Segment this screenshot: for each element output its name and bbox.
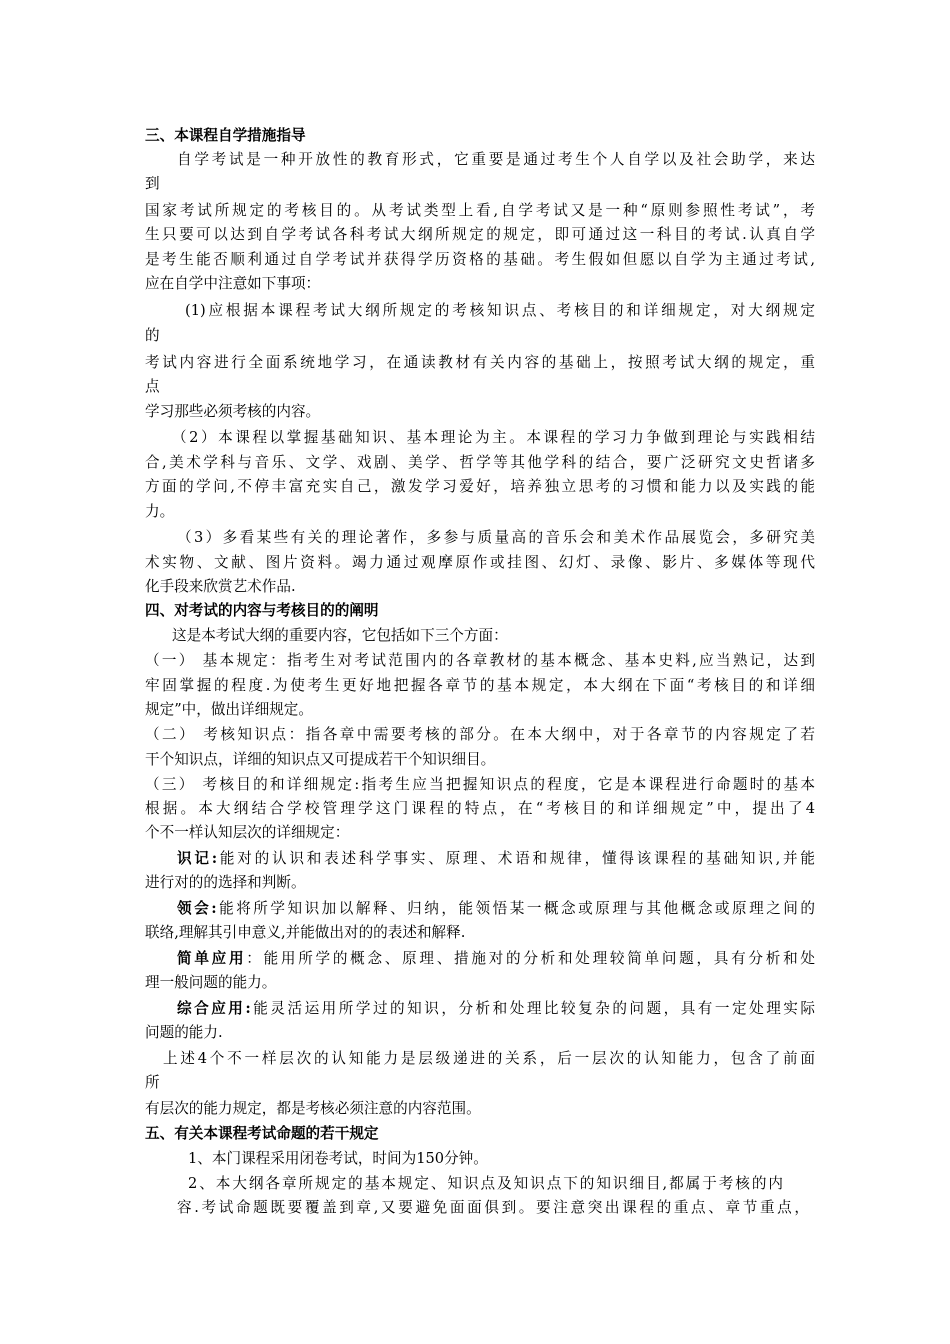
- paragraph-line: 1、本门课程采用闭卷考试，时间为150分钟。: [188, 1150, 488, 1167]
- level-text: 能将所学知识加以解释、归纳，能领悟某一概念或原理与其他概念或原理之间的: [216, 900, 815, 917]
- section-heading-3: 三、本课程自学措施指导: [145, 127, 306, 144]
- paragraph-line: 规定”中，做出详细规定。: [145, 701, 313, 718]
- level-term: 简单应用: [177, 950, 247, 967]
- level-text: ：能用所学的概念、原理、措施对的分析和处理较简单问题，具有分析和处: [246, 950, 815, 967]
- paragraph-line: 这是本考试大纲的重要内容，它包括如下三个方面：: [172, 627, 508, 644]
- paragraph-line: （二） 考核知识点：指各章中需要考核的部分。在本大纲中，对于各章节的内容规定了若: [145, 726, 815, 743]
- paragraph-line: 理一般问题的能力。: [145, 974, 277, 991]
- paragraph-line: 学习那些必须考核的内容。: [145, 403, 321, 420]
- level-recall: [177, 847, 815, 871]
- level-simple-application: [177, 947, 815, 971]
- paragraph-line: (1)应根据本课程考试大纲所规定的考核知识点、考核目的和详细规定，对大纲规定: [185, 302, 815, 319]
- level-term: 综合应用:: [177, 1000, 251, 1017]
- paragraph-line: 应在自学中注意如下事项：: [145, 275, 321, 292]
- level-text: 能灵活运用所学过的知识，分析和处理比较复杂的问题，具有一定处理实际: [250, 1000, 815, 1017]
- level-comprehensive-application: [177, 997, 815, 1021]
- paragraph-line: 干个知识点，详细的知识点又可提成若干个知识细目。: [145, 751, 496, 768]
- paragraph-line: 到: [145, 175, 160, 192]
- paragraph-line: 个不一样认知层次的详细规定：: [145, 824, 350, 841]
- paragraph-line: 术实物、文献、图片资料。竭力通过观摩原作或挂图、幻灯、录像、影片、多媒体等现代: [145, 554, 815, 571]
- paragraph-line: 有层次的能力规定，都是考核必须注意的内容范围。: [145, 1100, 481, 1117]
- paragraph-line: 问题的能力.: [145, 1024, 223, 1041]
- paragraph-line: 生只要可以达到自学考试各科考试大纲所规定的规定，即可通过这一科目的考试.认真自学: [145, 226, 815, 243]
- paragraph-line: 容.考试命题既要覆盖到章,又要避免面面俱到。要注意突出课程的重点、章节重点，: [177, 1199, 809, 1216]
- paragraph-line: 考试内容进行全面系统地学习，在通读教材有关内容的基础上，按照考试大纲的规定，重: [145, 354, 815, 371]
- paragraph-line: 牢固掌握的程度.为使考生更好地把握各章节的基本规定，本大纲在下面“考核目的和详细: [145, 677, 815, 694]
- paragraph-line: 国家考试所规定的考核目的。从考试类型上看,自学考试又是一种“原则参照性考试”，考: [145, 202, 815, 219]
- paragraph-line: 进行对的的选择和判断。: [145, 874, 306, 891]
- paragraph-line: （2）本课程以掌握基础知识、基本理论为主。本课程的学习力争做到理论与实践相结: [172, 429, 815, 446]
- paragraph-line: 化手段来欣赏艺术作品.: [145, 578, 296, 595]
- paragraph-line: （3）多看某些有关的理论著作，多参与质量高的音乐会和美术作品展览会，多研究美: [177, 529, 815, 546]
- level-term: 领会:: [177, 900, 217, 917]
- level-text: 能对的认识和表述科学事实、原理、术语和规律，懂得该课程的基础知识,并能: [217, 850, 815, 867]
- paragraph-line: 合,美术学科与音乐、文学、戏剧、美学、哲学等其他学科的结合，要广泛研究文史哲诸多: [145, 454, 815, 471]
- paragraph-line: 上述4个不一样层次的认知能力是层级递进的关系，后一层次的认知能力，包含了前面: [163, 1050, 815, 1067]
- paragraph-line: （三） 考核目的和详细规定:指考生应当把握知识点的程度，它是本课程进行命题时的基本: [145, 776, 815, 793]
- paragraph-line: 力。: [145, 503, 175, 520]
- paragraph-line: 联络,理解其引申意义,并能做出对的的表述和解释.: [145, 924, 466, 941]
- level-comprehend: [177, 897, 815, 921]
- paragraph-line: 方面的学问,不停丰富充实自己，激发学习爱好，培养独立思考的习惯和能力以及实践的能: [145, 478, 815, 495]
- section-heading-5: 五、有关本课程考试命题的若干规定: [145, 1125, 379, 1142]
- level-term: 识记:: [177, 850, 218, 867]
- paragraph-line: 所: [145, 1074, 160, 1091]
- section-heading-4: 四、对考试的内容与考核目的的阐明: [145, 602, 379, 619]
- paragraph-line: 是考生能否顺利通过自学考试并获得学历资格的基础。考生假如但愿以自学为主通过考试,: [145, 251, 815, 268]
- paragraph-line: 自学考试是一种开放性的教育形式，它重要是通过考生个人自学以及社会助学，来达: [177, 151, 815, 168]
- paragraph-line: 点: [145, 378, 160, 395]
- paragraph-line: 的: [145, 327, 160, 344]
- paragraph-line: 根据。本大纲结合学校管理学这门课程的特点，在“考核目的和详细规定”中，提出了4: [145, 800, 815, 817]
- paragraph-line: （一） 基本规定：指考生对考试范围内的各章教材的基本概念、基本史料,应当熟记，达到: [145, 652, 815, 669]
- paragraph-line: 2、本大纲各章所规定的基本规定、知识点及知识点下的知识细目,都属于考核的内: [188, 1175, 783, 1192]
